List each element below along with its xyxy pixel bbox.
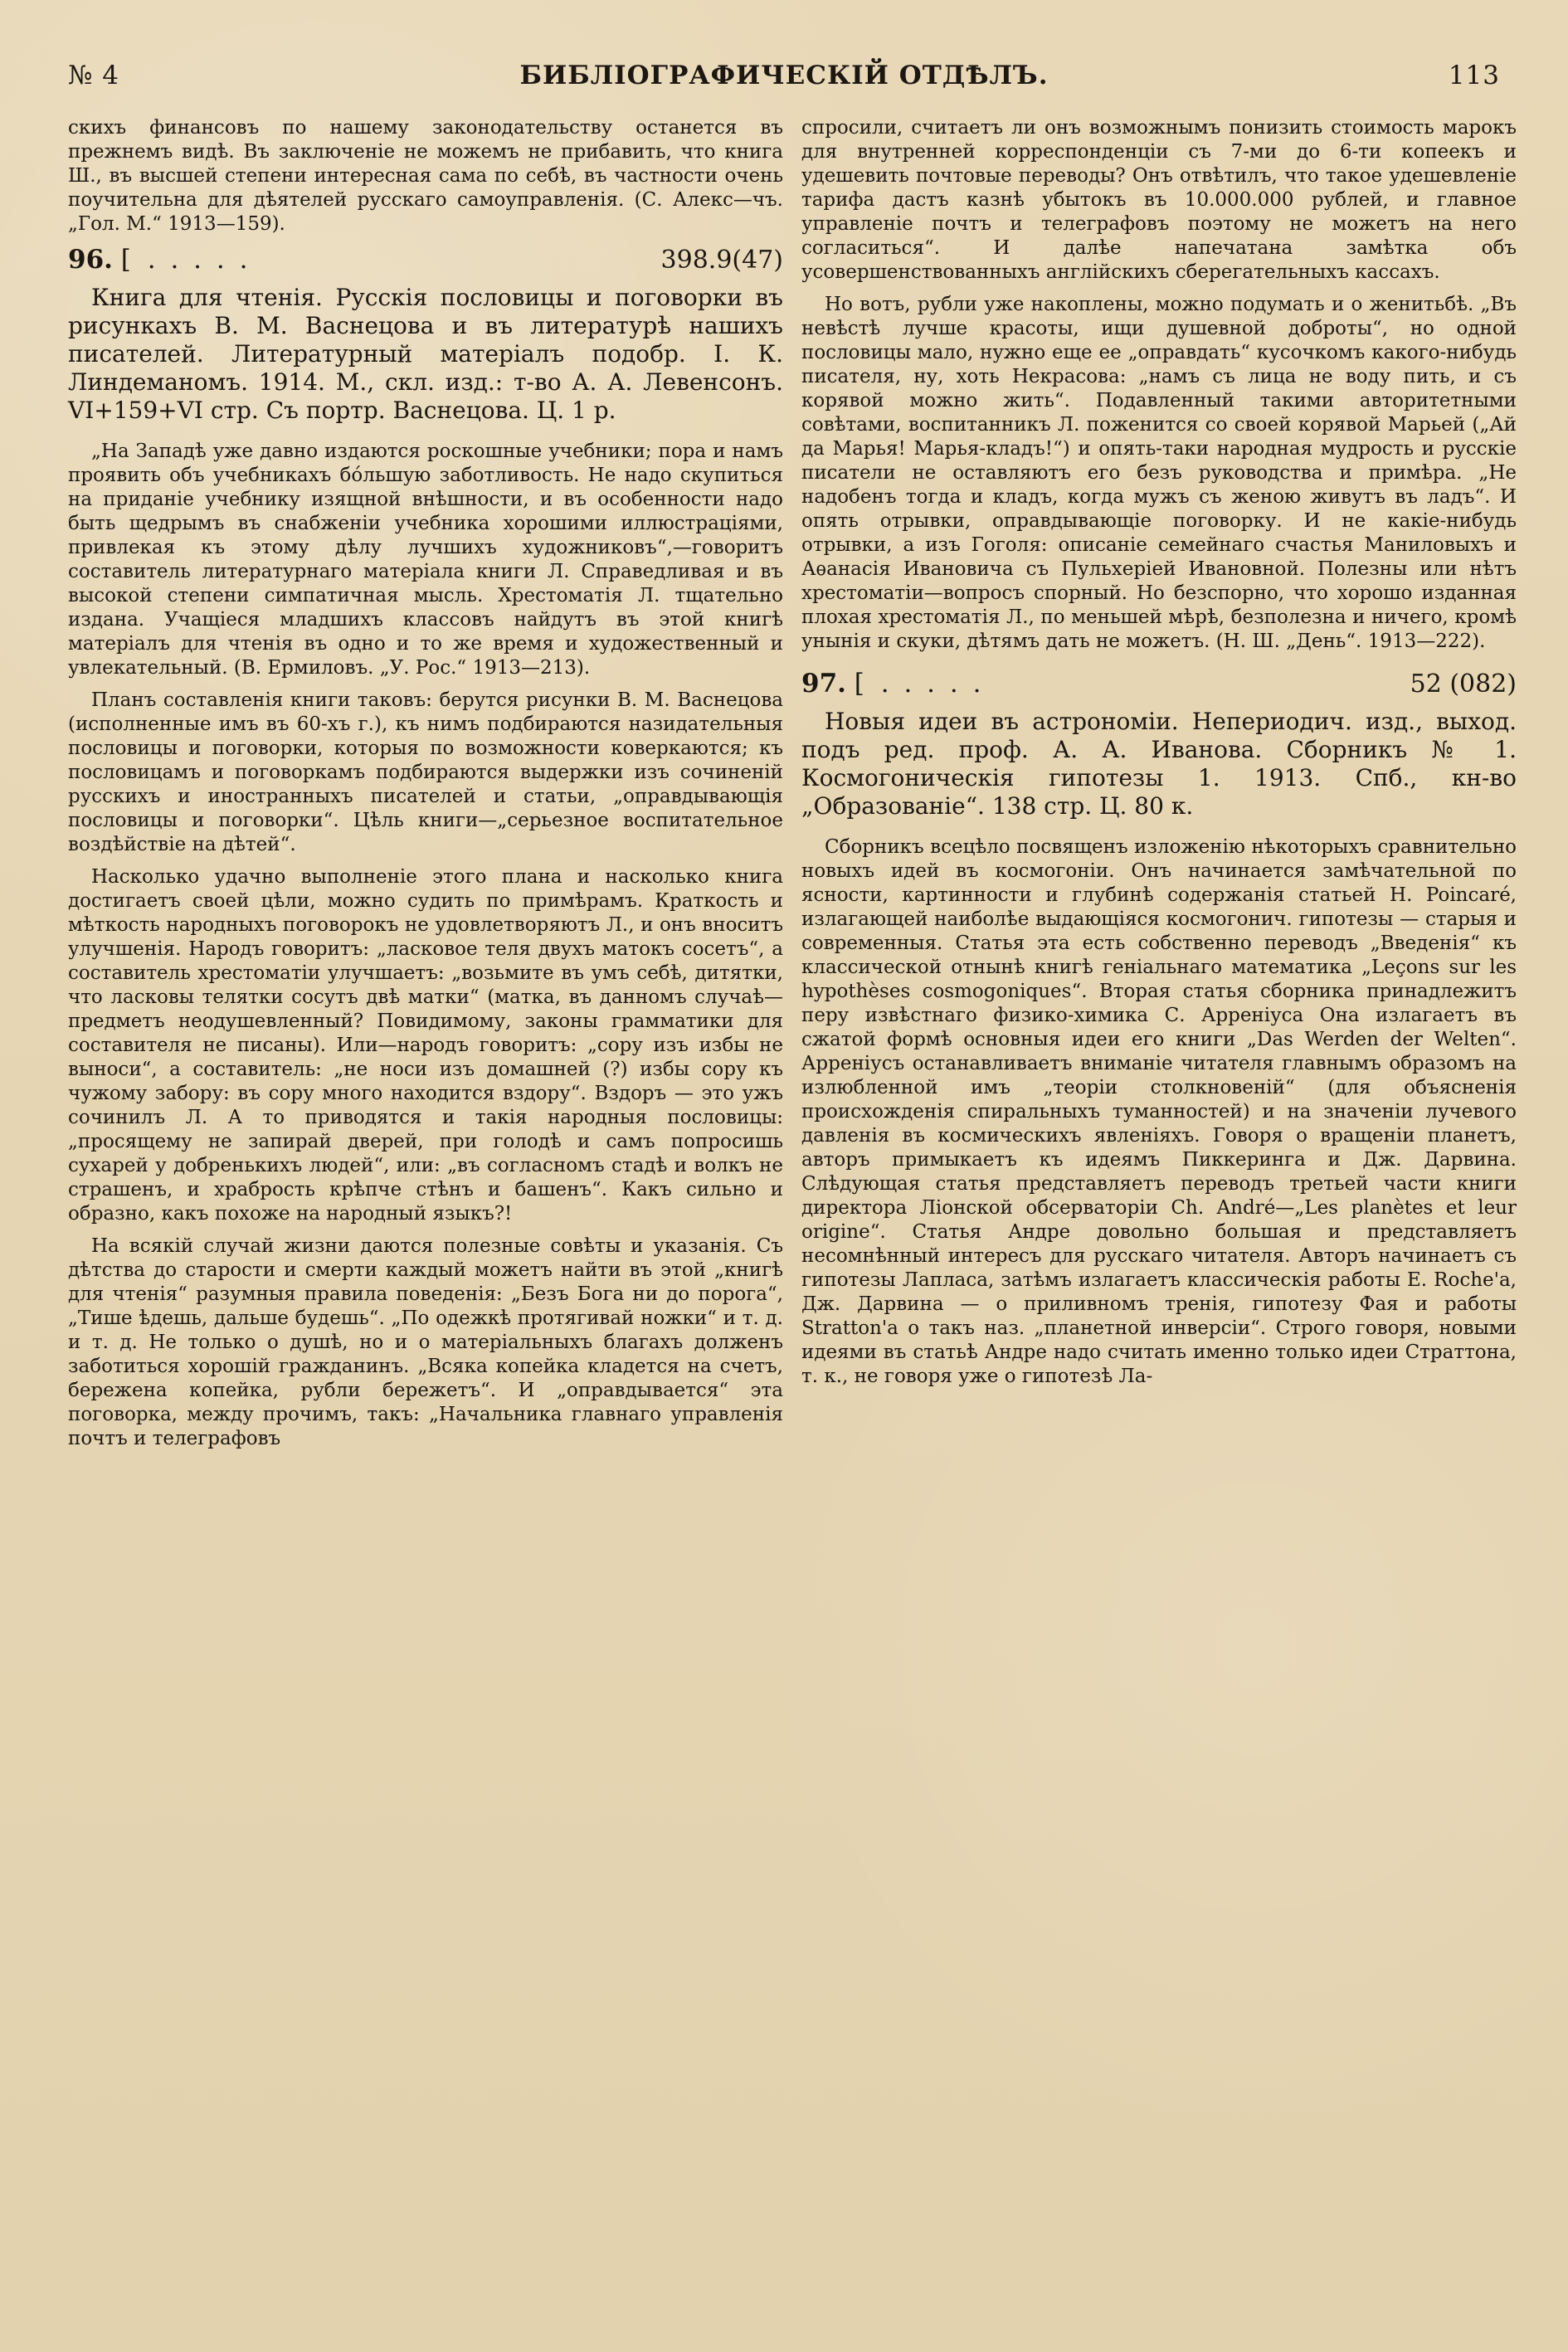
left-paragraph-4: На всякiй случай жизни даются полезные совѣты и указанiя. Съ дѣтства до старости и смерти каждый можетъ найти въ этой „книгѣ для чтенiя“ разумныя правила поведенiя: „Безъ Бога ни до порога“, „Тише ѣдешь, дальше будешь“. „По одежкѣ протягивай ножки“ и т. д. и т. д. Не только о душѣ, но и о матерiальныхъ благахъ долженъ заботиться хорошiй гражданинъ. „Всяка копейка кладется на счетъ, бережена копейка, рубли бережетъ“. И „оправдывается“ эта поговорка, между прочимъ, такъ: „Начальника главнаго управленiя почтъ и телеграфовъ (68, 1235, 783, 1449)
entry-97-title-text: Новыя идеи въ астрономiи. Непериодич. изд., выход. подъ ред. проф. А. А. Иванова. Сборникъ № 1. Космогоническiя гипотезы 1. 1913. Спб., кн-во „Образованiе“. 138 стр. Ц. 80 к. (801, 708, 1517, 820)
right-paragraph-3: Сборникъ всецѣло посвященъ изложенiю нѣкоторыхъ сравнительно новыхъ идей въ космогонiи. Онъ начинается замѣчательной по ясности, картинности и глубинѣ содержанiя статьей H. Poincaré, излагающей наиболѣе выдающiяся космогонич. гипотезы — старыя и современныя. Статья эта есть собственно переводъ „Введенiя“ къ классической отнынѣ книгѣ генiальнаго математика „Leçons sur les hypothèses cosmogoniques“. Вторая статья сборника принадлежитъ перу извѣстнаго физико-химика С. Арренiуса Она излагаетъ въ сжатой формѣ основныя идеи его книги „Das Werden der Welten“. Арренiусъ останавливаетъ вниманiе читателя главнымъ образомъ на излюбленной имъ „теорiи столкновенiй“ (для объясненiя происхожденiя спиральныхъ туманностей) и на значенiи лучевого давленiя въ космическихъ явленiяхъ. Говоря о вращенiи планетъ, авторъ примыкаетъ къ идеямъ Пиккеринга и Дж. Дарвина. Слѣдующая статья представляетъ переводъ третьей части книги директора Лiонской обсерваторiи Ch. André—„Les planètes et leur origine“. Статья Андре довольно большая и представляетъ несомнѣнный интересъ для русскаго читателя. Авторъ начинаетъ съ гипотезы Лапласа, затѣмъ излагаетъ классическiя работы E. Roche'а, Дж. Дарвина — о приливномъ тренiя, гипотезу Фая и работы Stratton'а о такъ наз. „планетной инверсiи“. Строго говоря, новыми идеями въ статьѣ Андре надо считать именно только идеи Страттона, т. к., не говоря уже о гипотезѣ Ла- (801, 836, 1517, 1387)
entry-96-class-code: 398.9(47) (660, 246, 783, 275)
left-paragraph-1: „На Западѣ уже давно издаются роскошные учебники; пора и намъ проявить объ учебникахъ бóльшую заботливость. Не надо скупиться на приданiе учебнику изящной внѣшности, и въ особенности надо быть щедрымъ въ снабженiи учебника хорошими иллюстрацiями, привлекая къ этому дѣлу лучшихъ художниковъ“,—говоритъ составитель литературнаго матерiала книги Л. Справедливая и въ высокой степени симпатичная мысль. Хрестоматiя Л. тщательно издана. Учащiеся младшихъ классовъ найдутъ въ этой книгѣ матерiалъ для чтенiя въ одно и то же время и художественный и увлекательный. (В. Ермиловъ. „У. Рос.“ 1913—213). (68, 441, 783, 679)
entry-96-header (68, 245, 783, 275)
entry-96-number: 96. (68, 245, 113, 275)
left-paragraph-2: Планъ составленiя книги таковъ: берутся рисунки В. М. Васнецова (исполненные имъ въ 60-хъ г.), къ нимъ подбираются назидательныя пословицы и поговорки, которыя по возможности коверкаются; къ пословицамъ и поговоркамъ подбираются выдержки изъ сочиненiй русскихъ и иностранныхъ писателей и статьи, „оправдывающiя пословицы и поговорки“. Цѣль книги—„серьезное воспитательное воздѣйствiе на дѣтей“. (68, 689, 783, 855)
entry-97-class-code: 52 (082) (1410, 670, 1517, 699)
entry-96-title (68, 284, 783, 425)
section-title: БИБЛIОГРАФИЧЕСКIЙ ОТДѢЛЪ. (519, 61, 1049, 90)
entry-97-number: 97. (801, 669, 846, 699)
entry-97-bracket: [ (854, 669, 864, 699)
entry-96-dots: . . . . . (147, 245, 251, 275)
right-paragraph-2: Но вотъ, рубли уже накоплены, можно подумать и о женитьбѣ. „Въ невѣстѣ лучше красоты, ищи душевной доброты“, но одной пословицы мало, нужно еще ее „оправдать“ кусочкомъ какого-нибудь писателя, ну, хоть Некрасова: „намъ съ лица не воду пить, и съ корявой можно жить“. Подавленный такими авторитетными совѣтами, воспитанникъ Л. поженится со своей корявой Марьей („Ай да Марья! Марья-кладъ!“) и опять-таки народная мудрость и русскiе писатели не оставляютъ его безъ руководства и примѣра. „Не надобенъ тогда и кладъ, когда мужъ съ женою живутъ въ ладъ“. И опять отрывки, оправдывающiе поговорку. И не какiе-нибудь отрывки, а изъ Гоголя: описанiе семейнаго счастья Маниловыхъ и Аѳанасiя Ивановича съ Пульхерiей Ивановной. Полезны или нѣтъ хрестоматiи—вопросъ спорный. Но безспорно, что хорошо изданная плохая хрестоматiя Л., по меньшей мѣрѣ, безполезна и ничего, кромѣ унынiя и скуки, дѣтямъ дать не можетъ. (Н. Ш. „День“. 1913—222). (801, 294, 1517, 652)
text-columns (68, 116, 1517, 1459)
page-number: 113 (1448, 61, 1500, 90)
entry-96-title-text: Книга для чтенiя. Русскiя пословицы и поговорки въ рисункахъ В. М. Васнецова и въ литературѣ нашихъ писателей. Литературный матерiалъ подобр. I. К. Линдеманомъ. 1914. М., скл. изд.: т-во А. А. Левенсонъ. VI+159+VI стр. Съ портр. Васнецова. Ц. 1 р. (68, 284, 783, 424)
entry-97-header (801, 669, 1517, 699)
spacer-before-entry-97 (801, 662, 1517, 669)
entry-97-title (801, 708, 1517, 821)
left-top-paragraph: скихъ финансовъ по нашему законодательству останется въ прежнемъ видѣ. Въ заключенiе не можемъ не прибавить, что книга Ш., въ высшей степени интересная сама по себѣ, въ частности очень поучительна для дѣятелей русскаго самоуправленiя. (С. Алекс—чъ. „Гол. М.“ 1913—159). (68, 117, 783, 235)
right-paragraph-1: спросили, считаетъ ли онъ возможнымъ понизить стоимость марокъ для внутренней корреспонденцiи съ 7-ми до 6-ти копеекъ и удешевить почтовые переводы? Онъ отвѣтилъ, что такое удешевленiе тарифа дастъ казнѣ убытокъ въ 10.000.000 рублей, и главное управленiе почтъ и телеграфовъ поэтому не можетъ на него согласиться“. И далѣе напечатана замѣтка объ усовершенствованныхъ англiйскихъ сберегательныхъ кассахъ. (801, 117, 1517, 283)
issue-number: № 4 (68, 61, 119, 90)
entry-97-dots: . . . . . (880, 669, 985, 699)
running-head (68, 55, 1500, 96)
right-column (801, 116, 1517, 1459)
left-column (68, 116, 783, 1459)
left-paragraph-3: Насколько удачно выполненiе этого плана и насколько книга достигаетъ своей цѣли, можно судить по примѣрамъ. Краткость и мѣткость народныхъ поговорокъ не удовлетворяютъ Л., и онъ вноситъ улучшенiя. Народъ говоритъ: „ласковое теля двухъ матокъ сосетъ“, а составитель хрестоматiи улучшаетъ: „возьмите въ умъ себѣ, дитятки, что ласковы телятки сосутъ двѣ матки“ (матка, въ данномъ случаѣ—предметъ неодушевленный? Повидимому, законы грамматики для составителя не писаны). Или—народъ говоритъ: „сору изъ избы не выноси“, а составитель: „не носи изъ домашней (?) избы сору къ чужому забору: въ сору много находится вздору“. Вздоръ — это ужъ сочинилъ Л. А то приводятся и такiя народныя пословицы: „просящему не запирай дверей, при голодѣ и самъ попросишь сухарей у добренькихъ людей“, или: „въ согласномъ стадѣ и волкъ не страшенъ, и храбрость крѣпче стѣнъ и башенъ“. Какъ сильно и образно, какъ похоже на народный языкъ?! (68, 866, 783, 1225)
entry-96-bracket: [ (120, 245, 131, 275)
